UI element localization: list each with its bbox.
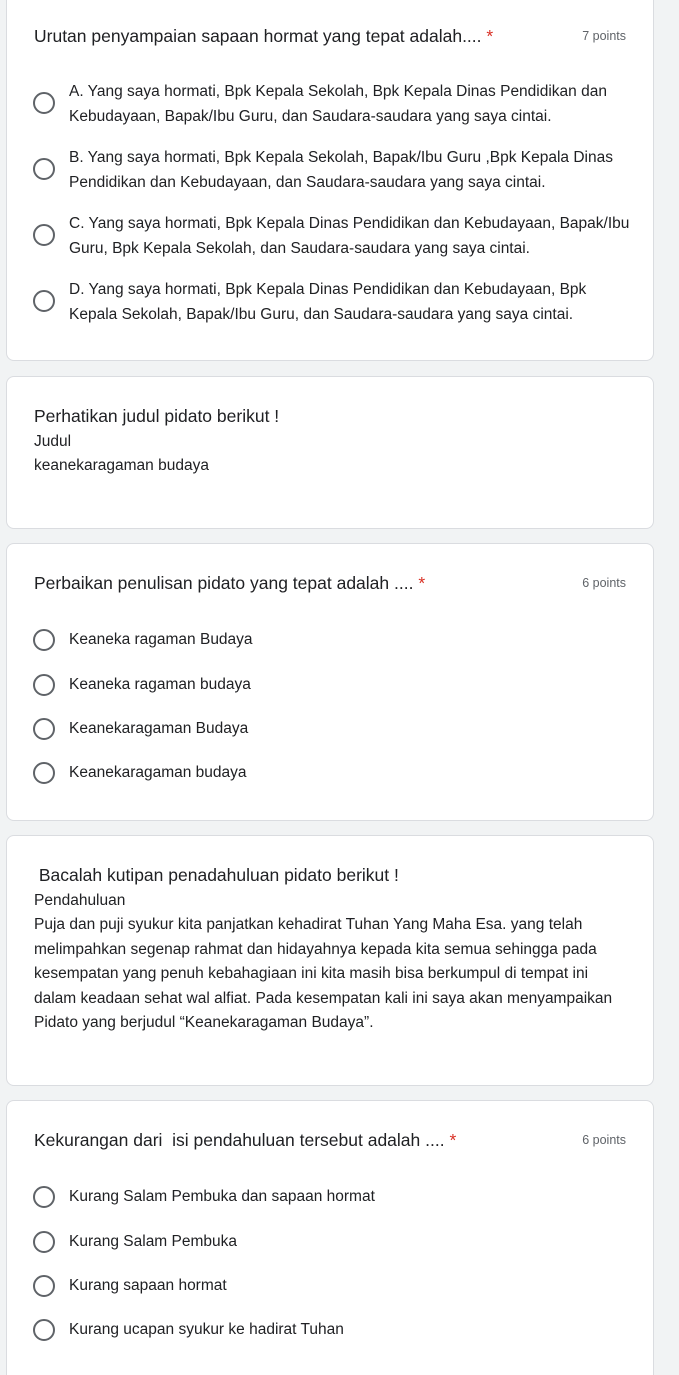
option-label: Kurang sapaan hormat [69,1277,227,1294]
radio-option-2[interactable] [33,1229,633,1254]
radio-button[interactable] [33,158,55,180]
radio-button[interactable] [33,1275,55,1297]
radio-option-3[interactable] [33,716,633,741]
question-title-text: Perbaikan penulisan pidato yang tepat adalah .... [34,573,414,593]
radio-option-3[interactable] [33,1273,633,1298]
points-label: 6 points [582,1133,626,1147]
radio-button[interactable] [33,1319,55,1341]
option-label: Kurang Salam Pembuka [69,1233,238,1250]
section-card-judul [6,376,654,529]
radio-button[interactable] [33,718,55,740]
radio-button[interactable] [33,1231,55,1253]
question-title-text: Urutan penyampaian sapaan hormat yang tepat adalah.... [34,26,482,46]
radio-button[interactable] [33,762,55,784]
option-label: A. Yang saya hormati, Bpk Kepala Sekolah, Bpk Kepala Dinas Pendidikan dan Kebudayaan, Bapak/Ibu Guru, dan Saudara-saudara yang saya cintai. [69,83,607,125]
option-label: Keanekaragaman budaya [69,764,247,781]
radio-option-d[interactable] [33,277,633,327]
points-label: 6 points [582,576,626,590]
required-asterisk: * [486,26,494,46]
required-asterisk: * [449,1130,457,1150]
section-title: Perhatikan judul pidato berikut ! [34,406,280,426]
option-label: C. Yang saya hormati, Bpk Kepala Dinas Pendidikan dan Kebudayaan, Bapak/Ibu Guru, Bpk Kepala Sekolah, dan Saudara-saudara yang saya cintai. [69,215,630,257]
radio-option-4[interactable] [33,760,633,785]
section-title: Bacalah kutipan penadahuluan pidato berikut ! [34,865,399,885]
option-label: Keanekaragaman Budaya [69,720,249,737]
section-text: Puja dan puji syukur kita panjatkan kehadirat Tuhan Yang Maha Esa. yang telah melimpahkan segenap rahmat dan hidayahnya kepada kita semua sehingga pada kesempatan yang penuh kebahagiaan ini kita masih bisa berkumpul di tempat ini dalam keadaan sehat wal alfiat. Pada kesempatan kali ini saya akan menyampaikan Pidato yang berjudul “Keanekaragaman Budaya”. [34,916,613,1031]
option-label: Keaneka ragaman Budaya [69,631,253,648]
question-title [34,1128,534,1152]
option-label: Kurang Salam Pembuka dan sapaan hormat [69,1188,375,1205]
question-title-text: Kekurangan dari isi pendahuluan tersebut adalah .... [34,1130,445,1150]
radio-option-1[interactable] [33,627,633,652]
required-asterisk: * [418,573,426,593]
points-label: 7 points [582,29,626,43]
question-card-sapaan [6,0,654,361]
radio-button[interactable] [33,92,55,114]
option-label: Kurang ucapan syukur ke hadirat Tuhan [69,1321,344,1338]
question-title [34,571,534,595]
radio-button[interactable] [33,290,55,312]
radio-option-a[interactable] [33,79,633,129]
radio-button[interactable] [33,674,55,696]
radio-option-1[interactable] [33,1184,633,1209]
question-card-perbaikan [6,543,654,821]
section-label: Judul [34,433,72,450]
option-label: B. Yang saya hormati, Bpk Kepala Sekolah, Bapak/Ibu Guru ,Bpk Kepala Dinas Pendidikan dan Kebudayaan, dan Saudara-saudara yang saya cintai. [69,149,613,191]
section-card-pendahuluan [6,835,654,1086]
section-text: keanekaragaman budaya [34,457,209,474]
radio-button[interactable] [33,1186,55,1208]
radio-option-2[interactable] [33,672,633,697]
radio-option-b[interactable] [33,145,633,195]
section-label: Pendahuluan [34,892,126,909]
option-label: Keaneka ragaman budaya [69,676,251,693]
option-label: D. Yang saya hormati, Bpk Kepala Dinas Pendidikan dan Kebudayaan, Bpk Kepala Sekolah, Bapak/Ibu Guru, dan Saudara-saudara yang saya cintai. [69,281,587,323]
radio-button[interactable] [33,224,55,246]
radio-button[interactable] [33,629,55,651]
question-title [34,24,534,48]
radio-option-4[interactable] [33,1317,633,1342]
radio-option-c[interactable] [33,211,633,261]
question-card-kekurangan [6,1100,654,1375]
